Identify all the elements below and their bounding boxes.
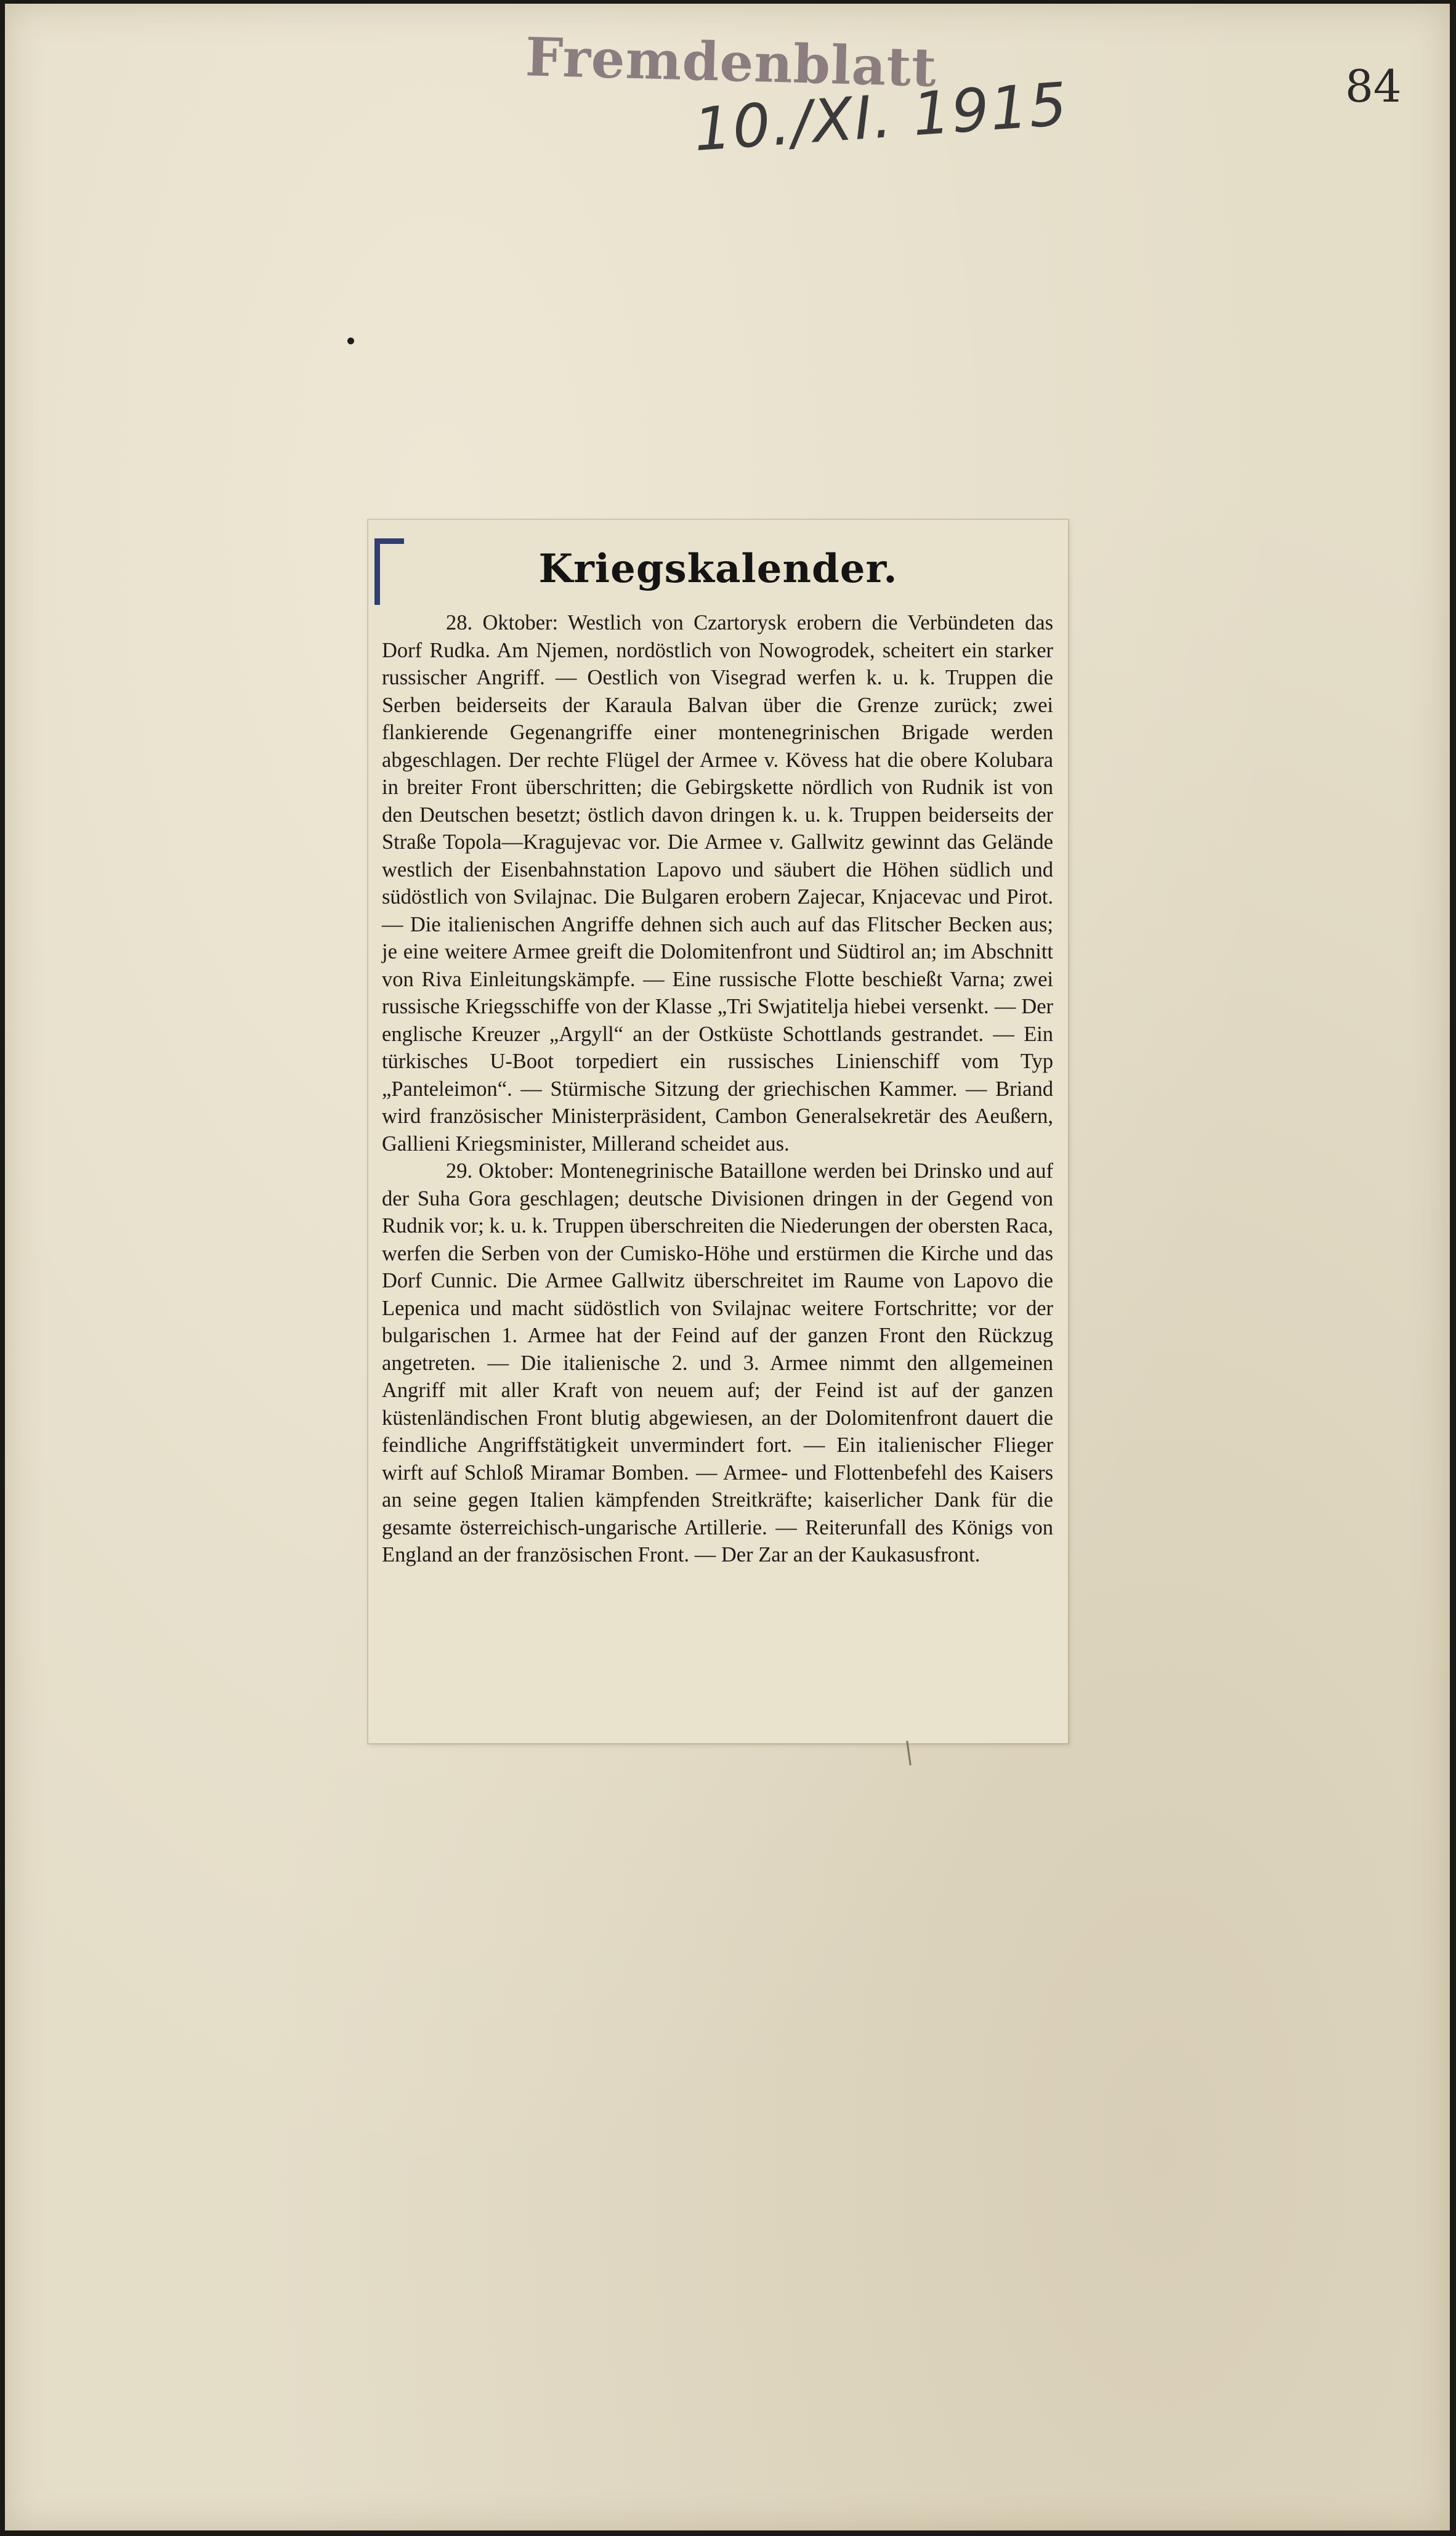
handwritten-date: 10./XI. 1915 bbox=[691, 69, 1070, 165]
archive-page bbox=[5, 4, 1450, 2530]
page-number: 84 bbox=[1345, 60, 1402, 112]
paragraph-oct-29: 29. Oktober: Montenegrinische Bataillone werden bei Drinsko und auf der Suha Gora geschlagen; deutsche Divisionen dringen in der Gegend von Rudnik vor; k. u. k. Truppen überschreiten die Niederungen der obersten Raca, werfen die Serben von der Cumisko-Höhe und erstürmen die Kirche und das Dorf Cunnic. Die Armee Gallwitz überschreitet im Raume von Lapovo die Lepenica und macht südöstlich von Svilajnac weitere Fortschritte; vor der bulgarischen 1. Armee hat der Feind auf der ganzen Front den Rückzug angetreten. — Die italienische 2. und 3. Armee nimmt den allgemeinen Angriff mit aller Kraft von neuem auf; der Feind ist auf der ganzen küstenländischen Front blutig abgewiesen, an der Dolomitenfront dauert die feindliche Angriffstätigkeit unvermindert fort. — Ein italienischer Flieger wirft auf Schloß Miramar Bomben. — Armee- und Flottenbefehl des Kaisers an seine gegen Italien kämpfenden Streitkräfte; kaiserlicher Dank für die gesamte österreichisch-ungarische Artillerie. — Reiterunfall des Königs von England an der französischen Front. — Der Zar an der Kaukasusfront. bbox=[382, 1159, 1053, 1566]
newspaper-name-stamp: Fremdenblatt bbox=[524, 26, 938, 99]
ink-dot bbox=[347, 338, 354, 344]
clipping-body bbox=[382, 609, 1053, 1569]
tear-mark bbox=[906, 1741, 912, 1765]
clipping-title: Kriegskalender. bbox=[538, 546, 898, 592]
paragraph-oct-28: 28. Oktober: Westlich von Czartorysk erobern die Verbündeten das Dorf Rudka. Am Njemen, nordöstlich von Nowogrodek, scheitert ein starker russischer Angriff. — Oestlich von Visegrad werfen k. u. k. Truppen die Serben beiderseits der Karaula Balvan über die Grenze zurück; zwei flankierende Gegenangriffe einer montenegrinischen Brigade werden abgeschlagen. Der rechte Flügel der Armee v. Kövess hat die obere Kolubara in breiter Front überschritten; die Gebirgskette nördlich von Rudnik ist von den Deutschen besetzt; östlich davon dringen k. u. k. Truppen beiderseits der Straße Topola—Kragujevac vor. Die Armee v. Gallwitz gewinnt das Gelände westlich der Eisenbahnstation Lapovo und säubert die Höhen südlich und südöstlich von Svilajnac. Die Bulgaren erobern Zajecar, Knjacevac und Pirot. — Die italienischen Angriffe dehnen sich auch auf das Flitscher Becken aus; je eine weitere Armee greift die Dolomitenfront und Südtirol an; im Abschnitt von Riva Einleitungskämpfe. — Eine russische Flotte beschießt Varna; zwei russische Kriegsschiffe von der Klasse „Tri Swjatitelja hiebei versenkt. — Der englische Kreuzer „Argyll“ an der Ostküste Schottlands gestrandet. — Ein türkisches U-Boot torpediert ein russisches Linienschiff vom Typ „Panteleimon“. — Stürmische Sitzung der griechischen Kammer. — Briand wird französischer Ministerpräsident, Cambon Generalsekretär des Aeußern, Gallieni Kriegsminister, Millerand scheidet aus. bbox=[382, 611, 1053, 1156]
newspaper-clipping bbox=[368, 520, 1068, 1743]
